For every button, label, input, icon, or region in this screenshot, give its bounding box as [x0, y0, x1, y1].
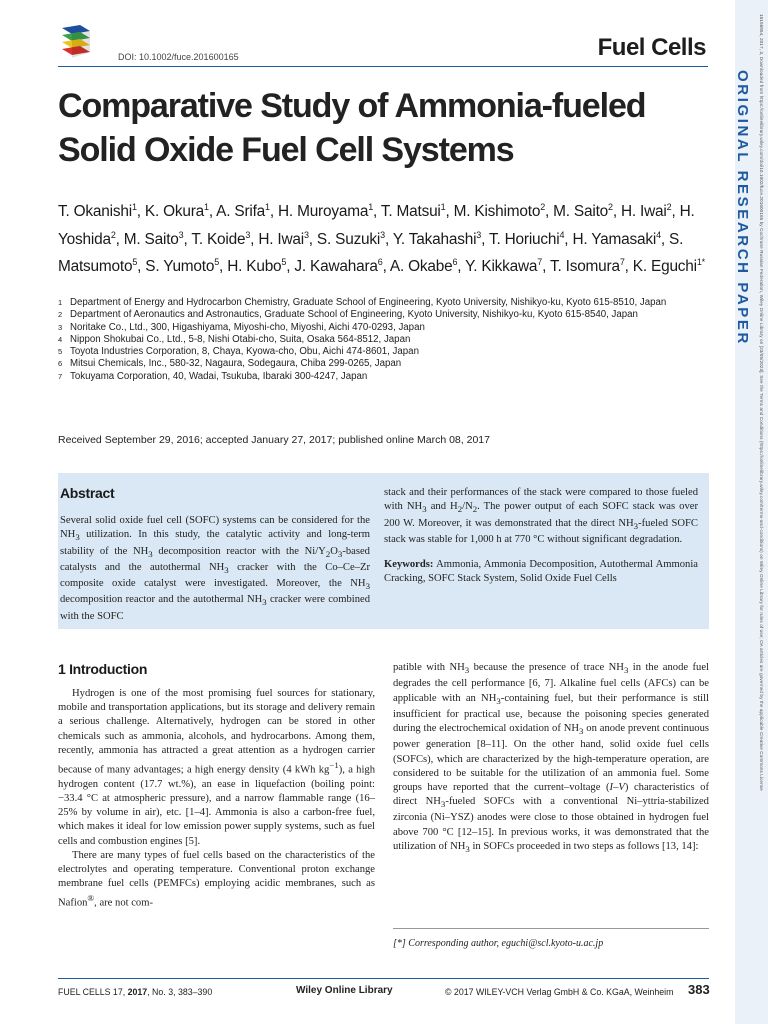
- author: H. Iwai$^3$,: [258, 229, 317, 248]
- affiliation-text: Department of Energy and Hydrocarbon Chemistry, Graduate School of Engineering, Kyoto University, Nishikyo-ku, Kyoto 615-8510, Japan: [70, 297, 667, 308]
- affiliation: [58, 358, 708, 370]
- author: A. Srifa$^1$,: [216, 202, 279, 221]
- author: M. Kishimoto$^2$,: [453, 202, 554, 221]
- affiliation: [58, 371, 708, 383]
- abstract-text-col1: Several solid oxide fuel cell (SOFC) systems can be considered for the $NH_3$ utilization. In this study, the catalytic activity and long-term stability of the $NH_3$ decomposition reactor with the $Ni/Y_2O_3$-based catalysts and the autothermal $NH_3$ cracker with the Co–Ce–Zr composite oxide catalyst were investigated. Moreover, the $NH_3$ decomposition reactor and the autothermal $NH_3$ cracker were combined with the SOFC: [60, 515, 371, 622]
- affiliation-text: Nippon Shokubai Co., Ltd., 5-8, Nishi Otabi-cho, Suita, Osaka 564-8512, Japan: [70, 333, 411, 345]
- author: A. Okabe$^6$,: [389, 257, 466, 276]
- abstract-text-cont: stack and their performances of the stack were compared to those fueled with $NH_3$ and $H_2/N_2$. The power output of each SOFC stack was over 200 W. Moreover, it was demonstrated that the direct $NH_3$-fueled SOFC stack was stable for 1,000 h at 770 °C without significant degradation.: [384, 487, 698, 545]
- author: H. Muroyama$^1$,: [278, 202, 381, 221]
- keywords-text: Ammonia, Ammonia Decomposition, Autothermal Ammonia Cracking, SOFC Stack System, Solid Oxide Fuel Cells: [384, 559, 698, 585]
- corresponding-author-footnote: [*] Corresponding author, eguchi@scl.kyoto-u.ac.jp: [393, 938, 604, 949]
- keywords-label: Keywords:: [384, 559, 434, 571]
- affiliation-number: 3: [58, 322, 63, 332]
- affiliation: [58, 334, 708, 346]
- download-notice: 16156854, 2017, 3, Downloaded from https://onlinelibrary.wiley.com/doi/10.1002/fuce.201600165 by Cochrane Russian Federation, Wiley Online Library on [23/05/2023]. See the Terms and Conditions (https://onlinelibrary.wiley.com/terms-and-conditions) on Wiley Online Library for rules of use; OA articles are governed by the applicable Creative Commons License: [759, 14, 764, 791]
- affiliation-text: Mitsui Chemicals, Inc., 580-32, Nagaura, Sodegaura, Chiba 299-0265, Japan: [70, 358, 402, 370]
- intro-paragraph-3: patible with $NH_3$ because the presence of trace $NH_3$ in the anode fuel degrades the cell performance [6, 7]. Alkaline fuel cells (AFCs) can be applicable with an $NH_3$-containing fuel, but their performance is still insufficient for practical use, because the poisoning species generated during the electrochemical oxidation of $NH_3$ on anode prevent continuous power generation [8–11]. On the other hand, solid oxide fuel cells (SOFCs), which are characterized by the high-temperature operation, are considered to be suitable for the utilization of an ammonia fuel. Some groups have reported that the current–voltage (I–V) characteristics of direct $NH_3$-fueled SOFCs with a conventional Ni–yttria-stabilized zirconia (Ni–YSZ) anodes were close to those obtained in hydrogen fuel above 700 °C [12–15]. In previous works, it was demonstrated that the utilization of $NH_3$ in SOFCs proceeded in two steps as follows [13, 14]:: [393, 662, 709, 854]
- affiliation-text: Tokuyama Corporation, 40, Wadai, Tsukuba, Ibaraki 300-4247, Japan: [70, 370, 368, 382]
- affiliation-number: 5: [58, 347, 63, 357]
- title-line-1: Comparative Study of Ammonia-fueled: [58, 87, 646, 125]
- cube-logo: [58, 24, 94, 60]
- footer-rule: [58, 978, 709, 979]
- author: K. Eguchi$^{1*}$: [632, 257, 705, 276]
- title-line-2: Solid Oxide Fuel Cell Systems: [58, 131, 514, 169]
- affiliation-text: Department of Aeronautics and Astronautics, Graduate School of Engineering, Kyoto University, Nishikyo-ku, Kyoto 615-8540, Japan: [70, 309, 638, 321]
- author: T. Koide$^3$,: [191, 229, 259, 248]
- abstract-heading: Abstract: [60, 485, 115, 501]
- affiliation: [58, 322, 708, 334]
- header-rule: [58, 66, 708, 67]
- article-type-label: ORIGINAL RESEARCH PAPER: [734, 70, 751, 346]
- author: T. Horiuchi$^4$,: [488, 229, 573, 248]
- intro-paragraph-1: Hydrogen is one of the most promising fuel sources for stationary, mobile and transportation applications, but its storage and delivery remain a serious challenge. Alternatively, hydrogen can be stored in other chemicals such as ammonia, alcohols, and hydrocarbons. Among them, recently, ammonia has attracted a great attention as a hydrogen carrier because of many advantages; a high energy density (4 kWh $kg^{-1}$), a high hydrogen content (17.7 wt.%), an ease in liquefaction (boiling point: −33.4 °C at atmospheric pressure), and a narrow flammable range (16–25% by volume in air), etc. [1–4]. Ammonia is also a carbon-free fuel, which makes it ideal for low emission power supply systems, such as fuel cells and combustion engines [5].: [58, 688, 375, 847]
- footer-citation: [58, 987, 212, 997]
- author: J. Kawahara$^6$,: [294, 257, 390, 276]
- received-dates: Received September 29, 2016; accepted January 27, 2017; published online March 08, 2017: [58, 434, 490, 446]
- author: H. Yamasaki$^4$,: [572, 229, 670, 248]
- author: M. Saito$^2$,: [553, 202, 621, 221]
- intro-col1: [58, 687, 375, 911]
- affiliation-text: Noritake Co., Ltd., 300, Higashiyama, Miyoshi-cho, Miyoshi, Aichi 470-0293, Japan: [70, 321, 425, 333]
- author: H. Iwai$^2$,: [620, 202, 680, 221]
- affiliation: [58, 309, 708, 321]
- footer-year: 2017: [127, 987, 148, 997]
- intro-col2: [393, 661, 709, 856]
- affiliation-list: [58, 297, 708, 383]
- affiliation: [58, 346, 708, 358]
- footer-issue: , No. 3, 383–390: [147, 987, 213, 997]
- affiliation-number: 1: [58, 298, 63, 307]
- author: Y. Takahashi$^3$,: [392, 229, 489, 248]
- author: S. Suzuki$^3$,: [316, 229, 393, 248]
- author: T. Okanishi$^1$,: [58, 202, 145, 221]
- author: K. Okura$^1$,: [144, 202, 217, 221]
- author: M. Saito$^3$,: [123, 229, 192, 248]
- author: H. Kubo$^5$,: [227, 257, 295, 276]
- author: H. Yoshida$^2$,: [58, 203, 695, 248]
- page-number: 383: [688, 982, 710, 997]
- footer-copyright: © 2017 WILEY-VCH Verlag GmbH & Co. KGaA, Weinheim: [445, 987, 674, 997]
- author: S. Matsumoto$^5$,: [58, 230, 684, 276]
- footer-journal: FUEL CELLS 17,: [58, 987, 128, 997]
- affiliation: [58, 297, 708, 309]
- affiliation-number: 4: [58, 334, 63, 344]
- footnote-rule: [393, 928, 709, 929]
- paper-title: [58, 84, 738, 172]
- author: Y. Kikkawa$^7$,: [465, 257, 550, 276]
- keywords: [384, 558, 698, 586]
- doi: DOI: 10.1002/fuce.201600165: [118, 52, 239, 62]
- author-list: [58, 196, 723, 279]
- affiliation-number: 2: [58, 310, 63, 320]
- author: T. Matsui$^1$,: [380, 202, 454, 221]
- affiliation-number: 6: [58, 359, 63, 369]
- abstract-text-col2: [384, 486, 698, 586]
- affiliation-text: Toyota Industries Corporation, 8, Chaya, Kyowa-cho, Obu, Aichi 474-8601, Japan: [70, 346, 419, 358]
- journal-name: Fuel Cells: [597, 34, 706, 61]
- affiliation-number: 7: [58, 371, 63, 381]
- author: T. Isomura$^7$,: [549, 257, 633, 276]
- author: S. Yumoto$^5$,: [145, 257, 228, 276]
- wiley-online-library-link[interactable]: Wiley Online Library: [296, 985, 393, 996]
- section-heading-introduction: 1 Introduction: [58, 661, 148, 677]
- intro-paragraph-2: There are many types of fuel cells based on the characteristics of the electrolytes and operating temperature. Conventional proton exchange membrane fuel cells (PEMFCs) employing acidic membranes, such as Nafion®, are not com-: [58, 849, 375, 909]
